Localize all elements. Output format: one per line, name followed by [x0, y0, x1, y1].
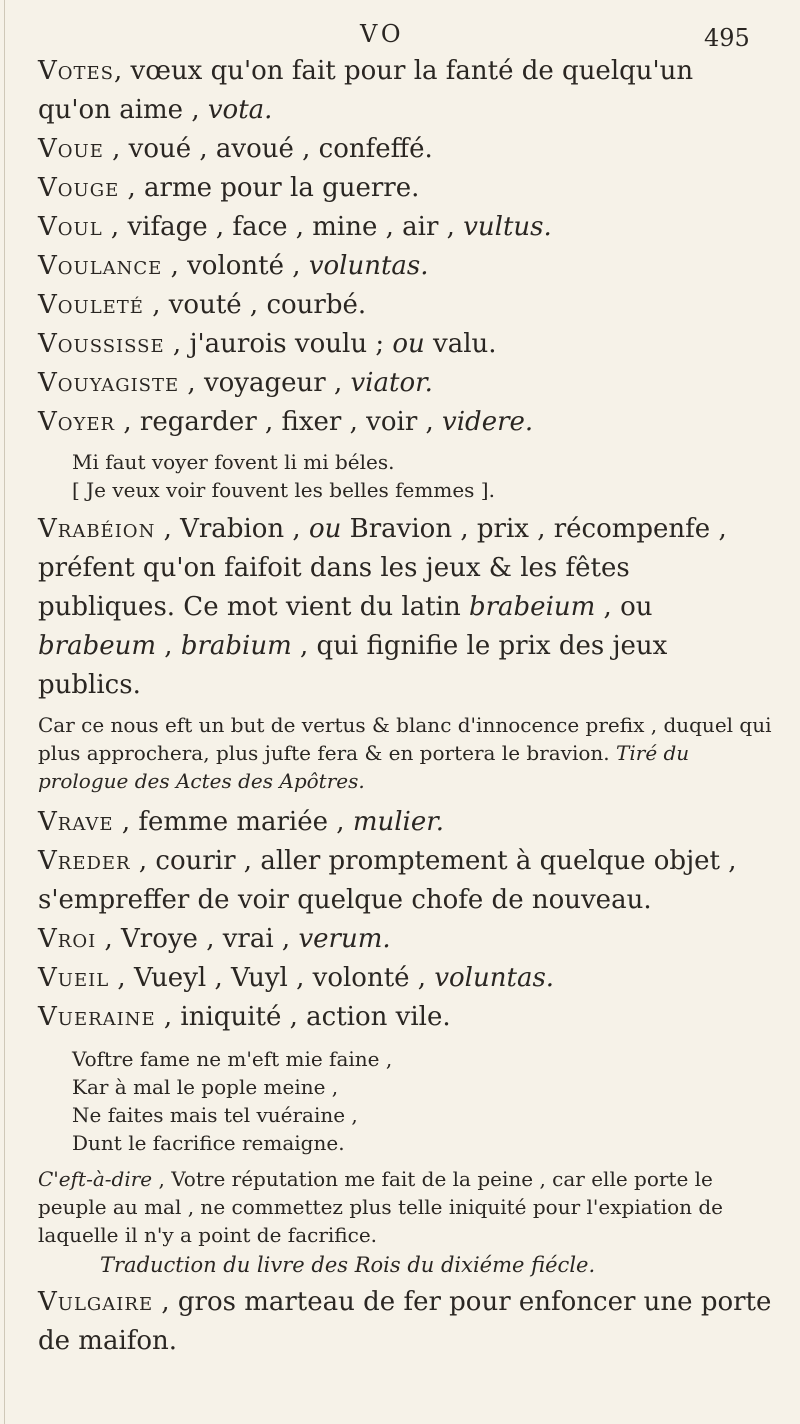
definition: , courir , aller promptement à quelque objet , s'empreffer de voir quelque chofe de nouveau. — [38, 846, 737, 915]
quote-line: Mi faut voyer fovent li mi béles. — [72, 450, 395, 474]
definition: , volonté , — [162, 251, 309, 281]
definition: , j'aurois voulu ; — [164, 329, 393, 359]
headword: Vroi — [38, 924, 97, 954]
page-number: 495 — [704, 24, 750, 52]
latin-gloss: vultus. — [463, 212, 552, 242]
headword: Vouleté — [38, 290, 144, 320]
running-header — [0, 14, 800, 54]
entry-voussisse — [38, 325, 773, 364]
headword: Voussisse — [38, 329, 165, 359]
headword: Voul — [38, 212, 103, 242]
gloss-lead: C'eft-à-dire — [38, 1167, 153, 1191]
gloss-paragraph — [38, 1165, 773, 1249]
latin-gloss: vota. — [207, 95, 273, 125]
latin-gloss: verum. — [298, 924, 391, 954]
definition: , Vroye , vrai , — [96, 924, 299, 954]
quote-source: Tiré du prologue des Actes des Apôtres. — [38, 741, 690, 793]
quote-translation: [ Je veux voir fouvent les belles femmes ]. — [72, 478, 495, 502]
definition: , Vrabion , — [155, 514, 309, 544]
latin-gloss: voluntas. — [434, 963, 555, 993]
quotation-vrabeion — [38, 711, 773, 795]
latin-gloss: brabeium — [468, 592, 596, 622]
latin-gloss: brabium — [180, 631, 292, 661]
headword: Vulgaire — [38, 1287, 154, 1317]
definition: , qui fignifie le prix des jeux publics. — [38, 631, 668, 700]
headword: Vrabéion — [38, 514, 156, 544]
definition: , iniquité , action vile. — [155, 1002, 451, 1032]
definition: , voué , avoué , confeffé. — [103, 134, 433, 164]
latin-gloss: viator. — [350, 368, 433, 398]
entry-vouleté — [38, 286, 773, 325]
quotation-voyer — [38, 448, 773, 504]
latin-gloss: ou — [392, 329, 425, 359]
entry-vreder — [38, 842, 773, 920]
entry-vulgaire — [38, 1283, 773, 1361]
headword: Voue — [38, 134, 104, 164]
latin-gloss: brabeum — [38, 631, 157, 661]
verse-quotation — [38, 1045, 773, 1157]
entry-vueraine — [38, 998, 773, 1037]
quote-text: Car ce nous eft un but de vertus & blanc d'innocence prefix , duquel qui plus approchera, plus jufte fera & en portera le bravion. — [38, 713, 772, 765]
headword: Vouyagiste — [38, 368, 180, 398]
page-edge-rule — [4, 0, 5, 1424]
definition: , vifage , face , mine , air , — [102, 212, 464, 242]
entry-voyer — [38, 403, 773, 442]
entry-vroi — [38, 920, 773, 959]
definition: , vœux qu'on fait pour la fanté de quelqu'un qu'on aime , — [38, 56, 694, 125]
entry-vrabeion — [38, 510, 773, 705]
definition: , femme mariée , — [113, 807, 353, 837]
running-head: VO — [360, 20, 405, 48]
headword: Vueraine — [38, 1002, 156, 1032]
entry-vueil — [38, 959, 773, 998]
verse-line: Dunt le facrifice remaigne. — [72, 1131, 345, 1155]
entry-vrave — [38, 803, 773, 842]
latin-gloss: mulier. — [352, 807, 445, 837]
verse-line: Kar à mal le pople meine , — [72, 1075, 339, 1099]
entry-voul — [38, 208, 773, 247]
definition: , gros marteau de fer pour enfoncer une porte de maifon. — [38, 1287, 772, 1356]
headword: Vrave — [38, 807, 114, 837]
headword: Votes — [38, 56, 115, 86]
headword: Vreder — [38, 846, 131, 876]
source-credit: Traduction du livre des Rois du dixiéme fiécle. — [100, 1253, 596, 1277]
headword: Voulance — [38, 251, 163, 281]
entry-vouyagiste — [38, 364, 773, 403]
verse-line: Ne faites mais tel vuéraine , — [72, 1103, 358, 1127]
verse-line: Voftre fame ne m'eft mie faine , — [72, 1047, 393, 1071]
gloss-text: , Votre réputation me fait de la peine , car elle porte le peuple au mal , ne commettez plus telle iniquité pour l'expiation de laquelle il n'y a point de facrifice. — [38, 1167, 723, 1247]
headword: Vouge — [38, 173, 120, 203]
definition: , ou — [595, 592, 653, 622]
definition: , voyageur , — [179, 368, 351, 398]
latin-gloss: videre. — [442, 407, 534, 437]
definition: , — [156, 631, 181, 661]
definition: , Vueyl , Vuyl , volonté , — [109, 963, 435, 993]
entry-voulance — [38, 247, 773, 286]
headword: Vueil — [38, 963, 110, 993]
definition: , vouté , courbé. — [143, 290, 367, 320]
definition: , arme pour la guerre. — [119, 173, 420, 203]
definition-tail: valu. — [424, 329, 497, 359]
definition: , regarder , fixer , voir , — [115, 407, 443, 437]
dictionary-text — [38, 52, 773, 1361]
entry-vouge — [38, 169, 773, 208]
definition: Bravion , prix , récompenfe , préfent qu'on faifoit dans les jeux & les fêtes publiques. Ce mot vient du latin — [38, 514, 727, 622]
entry-votes — [38, 52, 773, 130]
latin-gloss: voluntas. — [308, 251, 429, 281]
entry-voue — [38, 130, 773, 169]
headword: Voyer — [38, 407, 116, 437]
latin-gloss: ou — [308, 514, 342, 544]
